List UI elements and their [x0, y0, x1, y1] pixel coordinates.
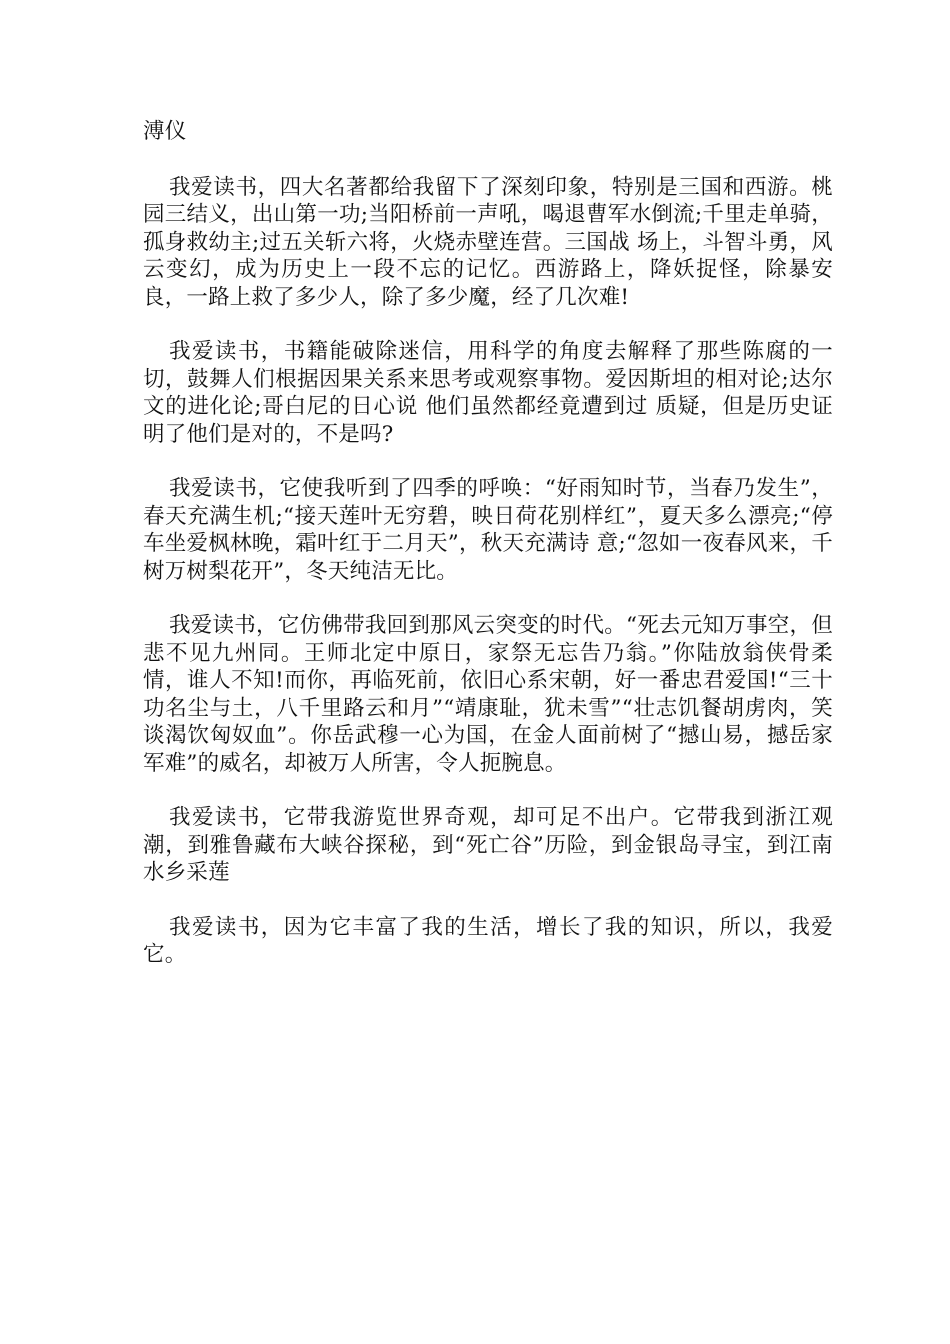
- paragraph-four-classics: 我爱读书，四大名著都给我留下了深刻印象，特别是三国和西游。桃园三结义，出山第一功;当阳桥前一声吼，喝退曹军水倒流;千里走单骑，孤身救幼主;过五关斩六将，火烧赤壁连营。三国战 场上，斗智斗勇，风云变幻，成为历史上一段不忘的记忆。西游路上，降妖捉怪，除暴安良，一路上救了多少人，除了多少魔，经了几次难!: [143, 174, 833, 310]
- paragraph-conclusion: 我爱读书，因为它丰富了我的生活，增长了我的知识，所以，我爱它。: [143, 914, 833, 967]
- author-name: 溥仪: [143, 119, 187, 144]
- paragraph-history: 我爱读书，它仿佛带我回到那风云突变的时代。“死去元知万事空，但悲不见九州同。王师北定中原日，家祭无忘告乃翁。”你陆放翁侠骨柔情，谁人不知!而你，再临死前，依旧心系宋朝，好一番忠君爱国!“三十功名尘与土，八千里路云和月”“靖康耻，犹未雪”“壮志饥餐胡虏肉，笑谈渴饮匈奴血”。你岳武穆一心为国，在金人面前树了“撼山易，撼岳家军难”的威名，却被万人所害，令人扼腕息。: [143, 613, 833, 776]
- paragraph-science: 我爱读书，书籍能破除迷信，用科学的角度去解释了那些陈腐的一切，鼓舞人们根据因果关系来思考或观察事物。爱因斯坦的相对论;达尔文的进化论;哥白尼的日心说 他们虽然都经竟遭到过 质疑，但是历史证明了他们是对的，不是吗?: [143, 339, 833, 447]
- document-body: [143, 118, 833, 996]
- paragraph-world-wonders: 我爱读书，它带我游览世界奇观，却可足不出户。它带我到浙江观潮，到雅鲁藏布大峡谷探秘，到“死亡谷”历险，到金银岛寻宝，到江南水乡采莲: [143, 805, 833, 885]
- paragraph-four-seasons: 我爱读书，它使我听到了四季的呼唤：“好雨知时节，当春乃发生”，春天充满生机;“接天莲叶无穷碧，映日荷花别样红”，夏天多么漂亮;“停车坐爱枫林晚，霜叶红于二月天”，秋天充满诗 意;“忽如一夜春风来，千树万树梨花开”，冬天纯洁无比。: [143, 476, 833, 584]
